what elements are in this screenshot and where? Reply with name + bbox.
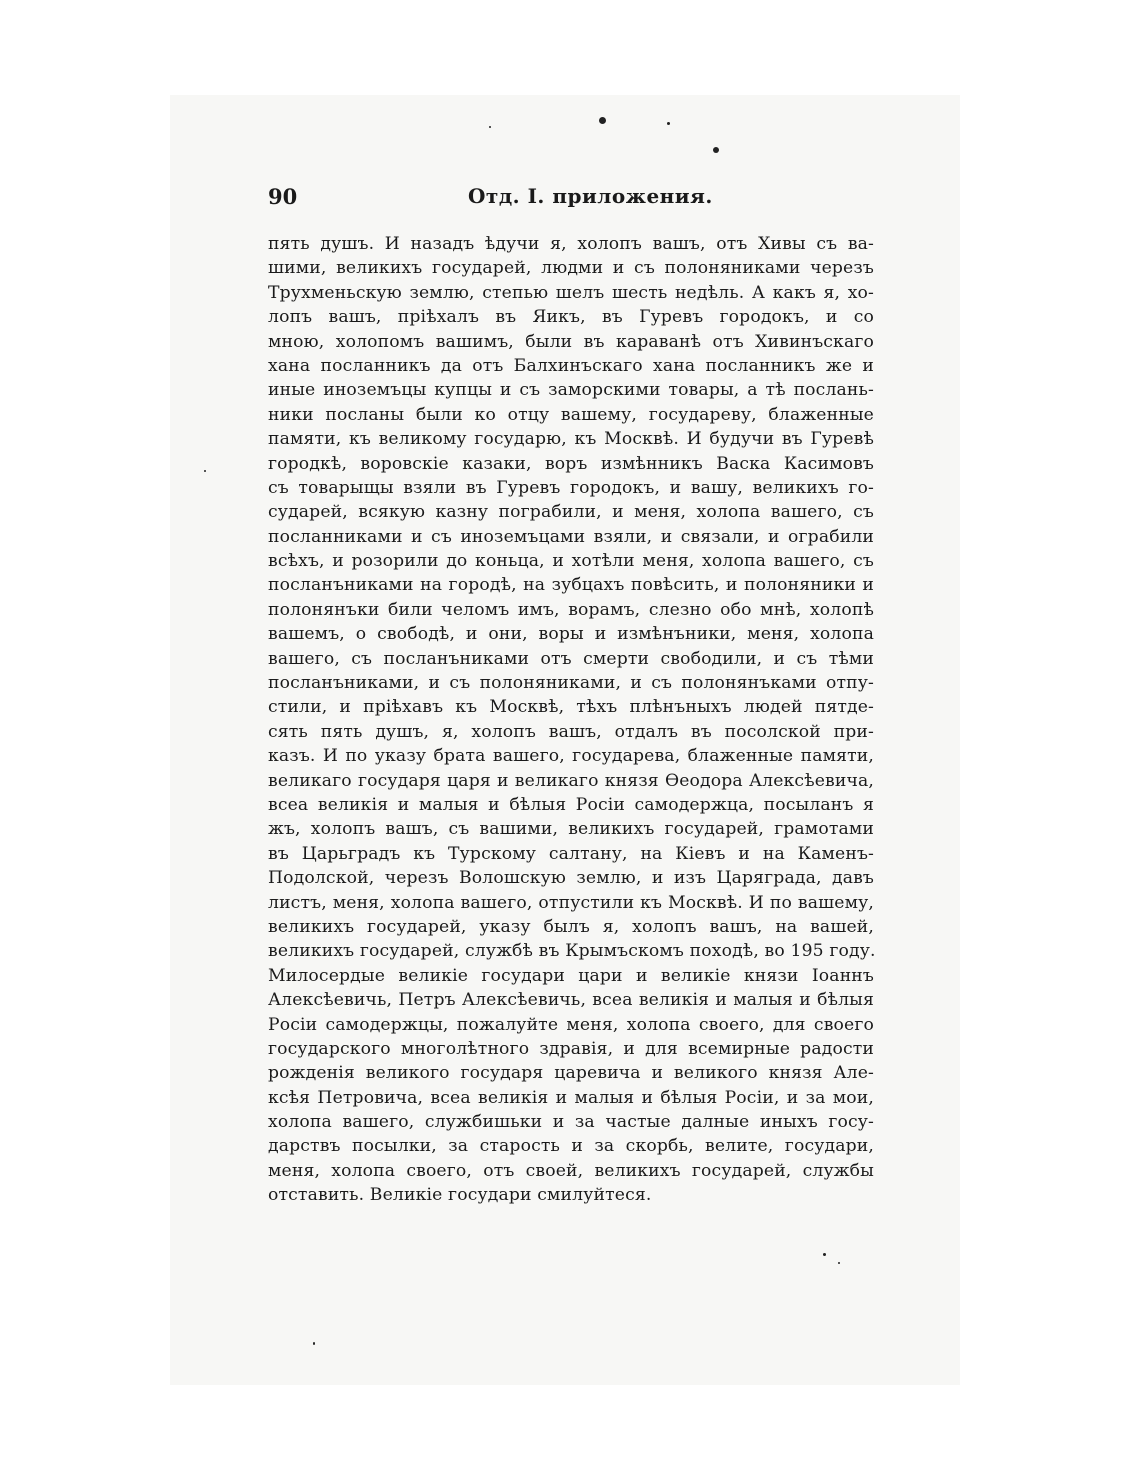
text-line: стили, и пріѣхавъ къ Москвѣ, тѣхъ плѣнъныхъ людей пятде- [268, 697, 874, 718]
text-line: казъ. И по указу брата вашего, государева, блаженные памяти, [268, 746, 874, 767]
text-line: въ Царьградъ къ Турскому салтану, на Кіевъ и на Каменъ- [268, 843, 874, 864]
text-line: Алексѣевичь, Петръ Алексѣевичь, всеа великія и малыя и бѣлыя [268, 990, 874, 1011]
text-line: сударей, всякую казну пограбили, и меня, холопа вашего, съ [268, 502, 874, 523]
scan-speck [599, 117, 606, 124]
running-head: Отд. I. приложения. [468, 184, 713, 208]
text-line: жъ, холопъ вашъ, съ вашими, великихъ государей, грамотами [268, 819, 874, 840]
text-line: пять душъ. И назадъ ѣдучи я, холопъ вашъ, отъ Хивы съ ва- [268, 234, 874, 254]
text-line: меня, холопа своего, отъ своей, великихъ государей, службы [268, 1160, 874, 1181]
text-line: государского многолѣтного здравія, и для всемирные радости [268, 1038, 874, 1059]
text-line: великихъ государей, службѣ въ Крымъскомъ походѣ, во 195 году. [268, 941, 876, 962]
text-line: посланъниками, и съ полоняниками, и съ полонянъками отпу- [268, 673, 874, 694]
text-line: ники посланы были ко отцу вашему, государеву, блаженные [268, 404, 874, 425]
text-line: мною, холопомъ вашимъ, были въ караванѣ отъ Хивинъскаго [268, 331, 874, 352]
text-line: Трухменьскую землю, степью шелъ шесть недѣль. А какъ я, хо- [268, 282, 874, 303]
scan-speck [667, 122, 670, 125]
text-line: ксѣя Петровича, всеа великія и малыя и бѣлыя Росіи, и за мои, [268, 1087, 874, 1108]
text-line: Милосердые великіе государи цари и великіе князи Іоаннъ [268, 965, 874, 986]
text-line: сять пять душъ, я, холопъ вашъ, отдалъ въ посолской при- [268, 721, 874, 742]
text-line: всѣхъ, и розорили до коньца, и хотѣли меня, холопа вашего, съ [268, 551, 874, 572]
text-line: всеа великія и малыя и бѣлыя Росіи самодержца, посыланъ я [268, 794, 874, 815]
text-line: Росіи самодержцы, пожалуйте меня, холопа своего, для своего [268, 1014, 874, 1035]
text-line: дарствъ посылки, за старость и за скорбь, велите, государи, [268, 1136, 874, 1157]
text-line: иные иноземъцы купцы и съ заморскими товары, а тѣ послань- [268, 380, 874, 401]
text-line: съ товарыщы взяли въ Гуревъ городокъ, и вашу, великихъ го- [268, 477, 874, 498]
text-line: посланъниками на городѣ, на зубцахъ повѣсить, и полоняники и [268, 575, 874, 596]
text-line: холопа вашего, службишьки и за частые далные иныхъ госу- [268, 1112, 874, 1133]
scan-speck [489, 126, 491, 128]
text-line: шими, великихъ государей, людми и съ полоняниками черезъ [268, 258, 874, 279]
text-line: великаго государя царя и великаго князя Ѳеодора Алексѣевича, [268, 770, 874, 791]
scan-speck [823, 1253, 826, 1256]
text-line: листъ, меня, холопа вашего, отпустили къ Москвѣ. И по вашему, [268, 892, 874, 913]
text-line: лопъ вашъ, пріѣхалъ въ Яикъ, въ Гуревъ городокъ, и со [268, 307, 874, 328]
body-text [268, 232, 874, 1208]
text-line: великихъ государей, указу былъ я, холопъ вашъ, на вашей, [268, 916, 874, 937]
text-line: отставить. Великіе государи смилуйтеся. [268, 1185, 652, 1206]
text-line: Подолской, черезъ Волошскую землю, и изъ Царяграда, давъ [268, 868, 874, 889]
scan-speck [313, 1342, 315, 1345]
scan-speck [838, 1262, 840, 1264]
text-line: вашего, съ посланъниками отъ смерти свободили, и съ тѣми [268, 648, 874, 669]
page-header [268, 184, 874, 214]
text-line: хана посланникъ да отъ Балхинъскаго хана посланникъ же и [268, 355, 874, 376]
text-line: посланниками и съ иноземъцами взяли, и связали, и ограбили [268, 526, 874, 547]
page-number: 90 [268, 184, 298, 209]
text-line: памяти, къ великому государю, къ Москвѣ. И будучи въ Гуревѣ [268, 429, 874, 450]
text-line: городкѣ, воровскіе казаки, воръ измѣнникъ Васка Касимовъ [268, 453, 874, 474]
scan-speck [204, 470, 206, 472]
text-line: рожденія великого государя царевича и великого князя Але- [268, 1063, 874, 1084]
text-line: полонянъки били челомъ имъ, ворамъ, слезно обо мнѣ, холопѣ [268, 599, 874, 620]
scan-speck [713, 147, 719, 153]
text-line: вашемъ, о свободѣ, и они, воры и измѣнъники, меня, холопа [268, 624, 874, 645]
